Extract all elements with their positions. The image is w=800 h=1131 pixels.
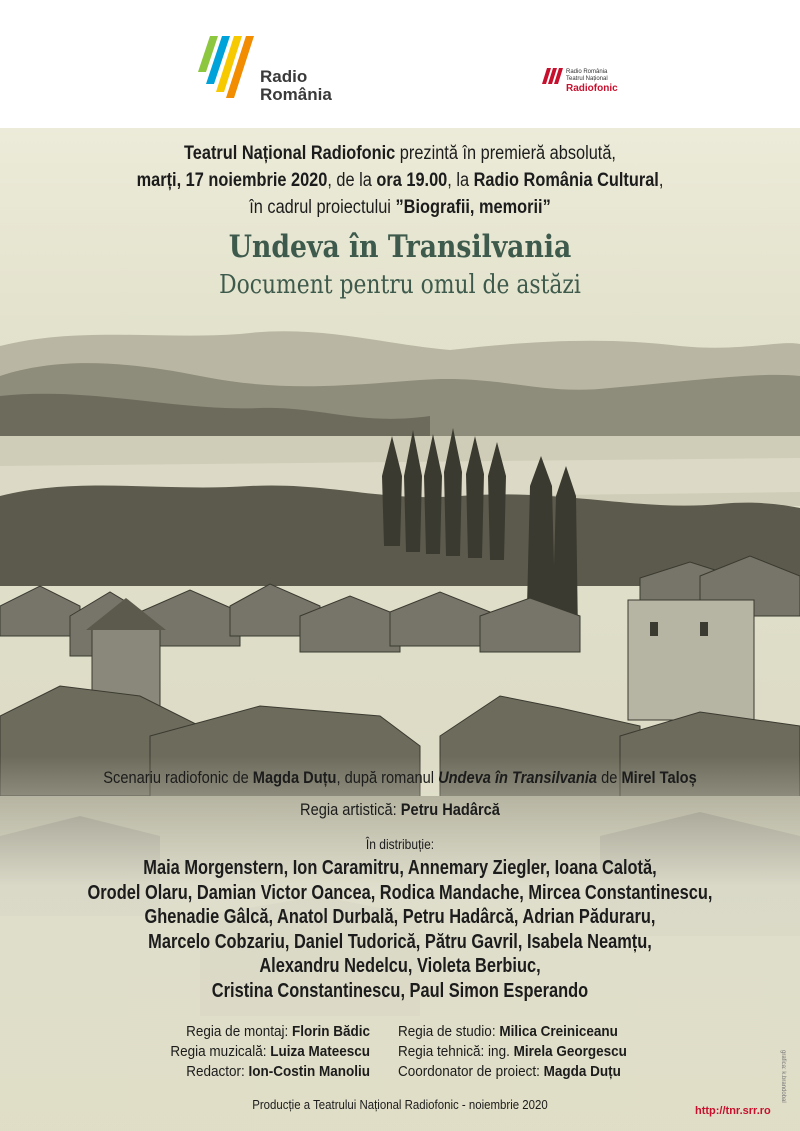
artistic-direction-label: Regia artistică:	[300, 800, 401, 819]
script-author: Magda Duțu	[252, 768, 337, 787]
crew-name: Magda Duțu	[543, 1063, 621, 1080]
crew-right	[398, 1022, 668, 1082]
tnr-logo[interactable]	[541, 66, 621, 106]
station-name: Radio România Cultural	[473, 170, 659, 191]
radio-romania-stripes-icon	[196, 32, 260, 102]
crew-item	[145, 1022, 370, 1042]
theatre-name: Teatrul Național Radiofonic	[184, 143, 396, 164]
crew-name: Milica Creiniceanu	[499, 1023, 618, 1040]
header	[0, 0, 800, 128]
announcement-line-3	[56, 194, 744, 221]
cast-list	[72, 856, 728, 1003]
play-subtitle: Document pentru omul de astăzi	[219, 270, 581, 300]
transylvania-village-drawing	[0, 316, 800, 1131]
landscape-illustration	[0, 316, 800, 1131]
website-link[interactable]: http://tnr.srr.ro	[695, 1105, 771, 1117]
crew-item	[398, 1042, 668, 1062]
comma: ,	[658, 170, 664, 191]
cast-line: Alexandru Nedelcu, Violeta Berbiuc,	[259, 955, 541, 977]
cast-line: Orodel Olaru, Damian Victor Oancea, Rodica Mandache, Mircea Constantinescu,	[87, 881, 713, 904]
script-credit	[56, 768, 744, 788]
premiere-date: marți, 17 noiembrie 2020	[136, 170, 328, 191]
premiere-time: ora 19.00	[376, 170, 448, 191]
cast-line: Cristina Constantinescu, Paul Simon Esperando	[211, 979, 589, 1002]
crew-role: Regia muzicală:	[170, 1043, 271, 1060]
premiere-text: prezintă în premieră absolută,	[395, 143, 616, 164]
radio-romania-logo[interactable]	[196, 32, 356, 106]
novel-author: Mirel Taloș	[621, 768, 697, 787]
tnr-logo-line2: Teatrul Național	[566, 76, 608, 82]
artistic-direction	[56, 800, 744, 820]
play-title: Undeva în Transilvania	[228, 229, 572, 265]
crew-item	[398, 1022, 668, 1042]
crew-name: Mirela Georgescu	[513, 1043, 627, 1060]
crew-left	[145, 1022, 370, 1082]
script-de: de	[597, 768, 622, 787]
project-name: ”Biografii, memorii”	[395, 197, 551, 218]
novel-title: Undeva în Transilvania	[438, 768, 598, 787]
radio-romania-line2: România	[260, 85, 332, 104]
cast-label: În distribuție:	[365, 836, 435, 852]
radio-romania-wordmark	[260, 68, 332, 104]
script-prefix: Scenariu radiofonic de	[103, 768, 253, 787]
crew-item	[145, 1042, 370, 1062]
cast-line: Ghenadie Gâlcă, Anatol Durbală, Petru Hadârcă, Adrian Păduraru,	[144, 906, 656, 928]
announcement-line-2	[56, 167, 744, 194]
announcement	[56, 140, 744, 221]
tnr-logo-line1: Radio România	[566, 69, 608, 75]
crew-role: Coordonator de proiect:	[398, 1063, 544, 1080]
tnr-logo-small-text	[566, 69, 608, 83]
artist-signature: grafica: k.brandobal	[780, 1050, 786, 1103]
crew-role: Regia tehnică: ing.	[398, 1043, 514, 1060]
crew-role: Regia de montaj:	[186, 1023, 292, 1040]
project-text: în cadrul proiectului	[249, 197, 396, 218]
crew-name: Ion-Costin Manoliu	[248, 1063, 370, 1080]
text-de-la: , de la	[327, 170, 377, 191]
crew-role: Redactor:	[186, 1063, 249, 1080]
announcement-line-1	[56, 140, 744, 167]
crew-item	[398, 1062, 668, 1082]
cast-line: Marcelo Cobzariu, Daniel Tudorică, Pătru Gavril, Isabela Neamțu,	[148, 930, 652, 953]
crew-name: Florin Bădic	[291, 1023, 370, 1040]
cast-line: Maia Morgenstern, Ion Caramitru, Annemary Ziegler, Ioana Calotă,	[143, 857, 657, 879]
crew-item	[145, 1062, 370, 1082]
artistic-director: Petru Hadârcă	[400, 800, 500, 819]
production-credit: Producție a Teatrului Național Radiofonic - noiembrie 2020	[252, 1097, 548, 1112]
radio-romania-line1: Radio	[260, 67, 308, 86]
tnr-logo-line3: Radiofonic	[566, 83, 618, 94]
crew-name: Luiza Mateescu	[270, 1043, 370, 1060]
text-la: , la	[447, 170, 474, 191]
tnr-mark-icon	[541, 66, 565, 86]
crew-role: Regia de studio:	[398, 1023, 500, 1040]
script-mid: , după romanul	[336, 768, 439, 787]
